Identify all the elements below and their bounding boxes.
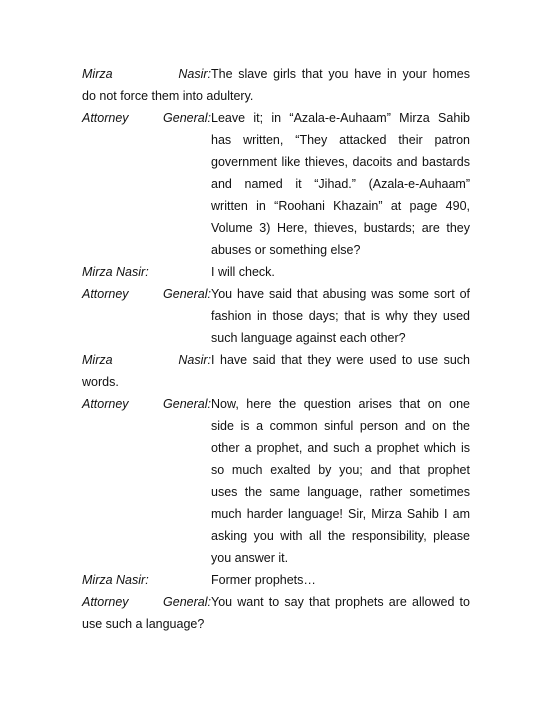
dialogue-text: Now, here the question arises that on one [211,397,470,411]
transcript-entry [82,283,470,349]
dialogue-line: asking you with all the responsibility, please [211,529,470,543]
transcript-entry [82,261,470,283]
dialogue-line [82,63,470,85]
dialogue-line [82,569,470,591]
dialogue-line [82,591,470,613]
speaker-name: Mirza Nasir: [82,67,211,81]
speaker-name: Attorney General: [82,595,211,609]
dialogue-line: written in “Roohani Khazain” at page 490, [211,199,470,213]
dialogue-line: and named it “Jihad.” (Azala-e-Auhaam” [211,177,470,191]
speaker-name: Mirza Nasir: [82,353,211,367]
transcript-body [82,63,470,635]
transcript-entry [82,349,470,393]
speaker-name: Mirza Nasir: [82,265,149,279]
transcript-entry [82,591,470,635]
dialogue-line: abuses or something else? [211,243,361,257]
speaker-name: Attorney General: [82,397,211,411]
speaker-name: Attorney General: [82,111,211,125]
dialogue-line [82,349,470,371]
dialogue-line: so much exalted by you; and that prophet [211,463,470,477]
dialogue-line: use such a language? [82,617,205,631]
dialogue-text: Former prophets… [211,573,316,587]
dialogue-line: uses the same language, rather sometimes [211,485,470,499]
dialogue-text: I will check. [211,265,275,279]
dialogue-line: do not force them into adultery. [82,89,254,103]
transcript-entry [82,107,470,261]
transcript-entry [82,393,470,569]
dialogue-line [82,283,470,305]
dialogue-text: You want to say that prophets are allowed to [211,595,470,609]
dialogue-line [82,393,470,415]
dialogue-line: words. [82,375,119,389]
dialogue-text: I have said that they were used to use such [211,353,470,367]
dialogue-line: government like thieves, dacoits and bastards [211,155,470,169]
dialogue-line: other a prophet, and such a prophet which is [211,441,470,455]
dialogue-line: much harder language! Sir, Mirza Sahib I am [211,507,470,521]
dialogue-line: such language against each other? [211,331,406,345]
speaker-name: Attorney General: [82,287,211,301]
dialogue-text: Leave it; in “Azala-e-Auhaam” Mirza Sahib [211,111,470,125]
dialogue-line: Volume 3) Here, thieves, bustards; are they [211,221,470,235]
transcript-entry [82,63,470,107]
dialogue-text: You have said that abusing was some sort of [211,287,470,301]
dialogue-line: side is a common sinful person and on the [211,419,470,433]
dialogue-line [82,261,470,283]
dialogue-line: has written, “They attacked their patron [211,133,470,147]
transcript-entry [82,569,470,591]
dialogue-line: you answer it. [211,551,289,565]
dialogue-line: fashion in those days; that is why they used [211,309,470,323]
speaker-name: Mirza Nasir: [82,573,149,587]
dialogue-text: The slave girls that you have in your homes [211,67,470,81]
dialogue-line [82,107,470,129]
